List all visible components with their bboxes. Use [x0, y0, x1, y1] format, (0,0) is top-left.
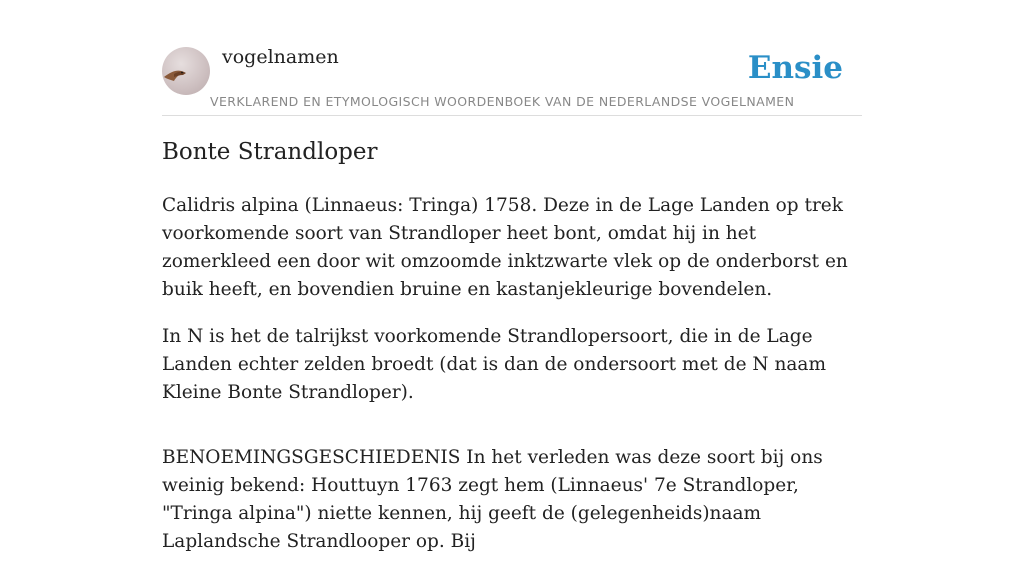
ensie-logo[interactable]: Ensie [747, 50, 843, 86]
blog-subtitle: VERKLAREND EN ETYMOLOGISCH WOORDENBOEK VAN DE NEDERLANDSE VOGELNAMEN [210, 94, 795, 109]
blog-name-link[interactable]: vogelnamen [222, 46, 339, 68]
article-paragraph: BENOEMINGSGESCHIEDENIS In het verleden was deze soort bij ons weinig bekend: Houttuyn 1763 zegt hem (Linnaeus' 7e Strandloper, "Tringa alpina") niette kennen, hij geeft de (gelegenheids)naam Laplandsche Strandlooper op. Bij [162, 447, 823, 552]
avatar[interactable] [162, 47, 210, 95]
bird-icon [162, 47, 210, 95]
article-title: Bonte Strandloper [162, 139, 378, 165]
header-divider [162, 115, 862, 116]
article-paragraph: In N is het de talrijkst voorkomende Strandlopersoort, die in de Lage Landen echter zelden broedt (dat is dan de ondersoort met de N naam Kleine Bonte Strandloper). [162, 326, 826, 403]
article-paragraph: Calidris alpina (Linnaeus: Tringa) 1758. Deze in de Lage Landen op trek voorkomende soort van Strandloper heet bont, omdat hij in het zomerkleed een door wit omzoomde inktzwarte vlek op de onderborst en buik heeft, en bovendien bruine en kastanjekleurige bovendelen. [162, 195, 848, 300]
article-body [162, 192, 862, 575]
